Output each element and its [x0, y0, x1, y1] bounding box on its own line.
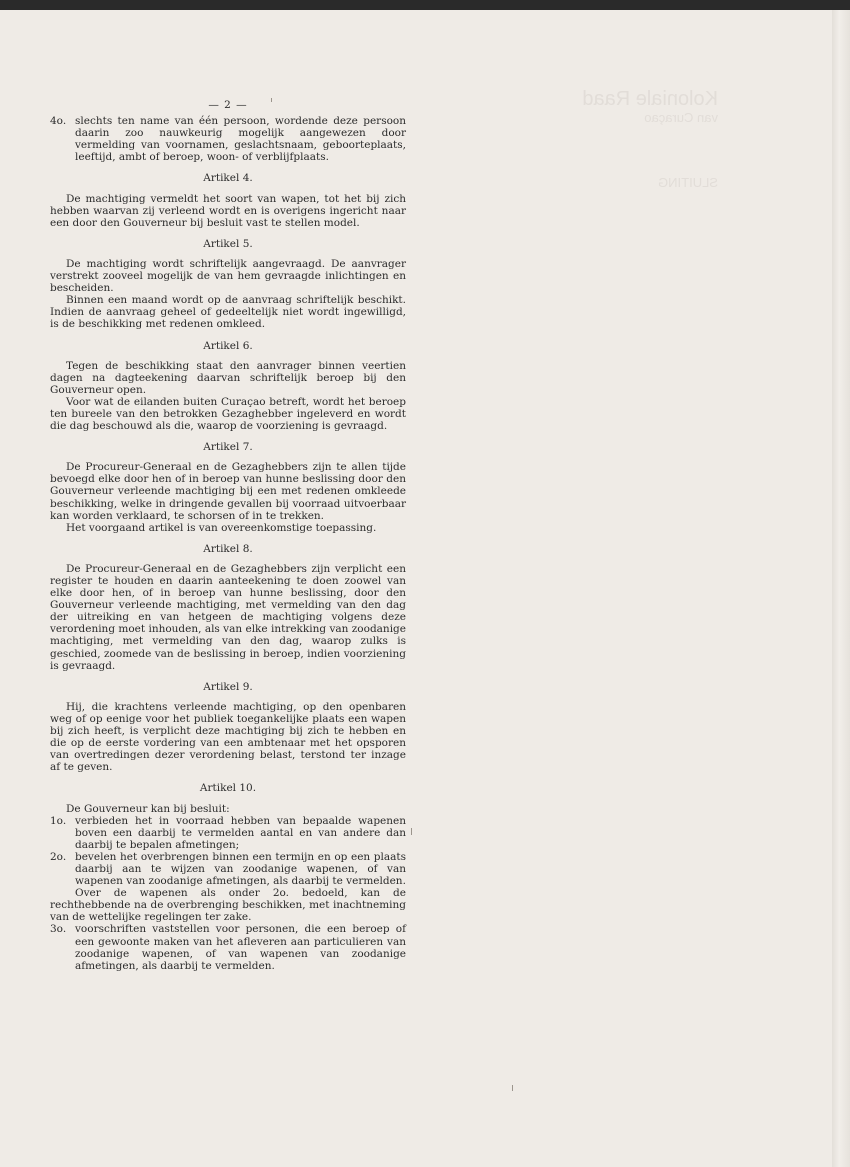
- show-through-text: [568, 88, 718, 190]
- article-4-heading: Artikel 4.: [203, 172, 253, 185]
- list-item-text: bevelen het overbrengen binnen een termijn en op een plaats daarbij aan te wijzen van zoodanige wapenen, of van wapenen van zoodanige afmetingen, als daarbij te vermelden.: [75, 850, 406, 888]
- ghost-line-1: Koloniale Raad: [582, 88, 718, 110]
- article-6-heading: Artikel 6.: [203, 339, 253, 352]
- list-marker: 2o.: [50, 850, 67, 863]
- article-9-paragraph: Hij, die krachtens verleende machtiging, op den openbaren weg of op eenige voor het publiek toegankelijke plaats een wapen bij zich heeft, is verplicht deze machtiging bij zich te hebben en die op de eerste vordering van een ambtenaar met het opsporen van overtredingen dezer verordening belast, terstond ter inzage af te geven.: [50, 700, 406, 774]
- document-page: [0, 10, 850, 1167]
- scratch-mark: [411, 828, 412, 835]
- article-8-heading: Artikel 8.: [203, 542, 253, 555]
- article-4-paragraph: De machtiging vermeldt het soort van wapen, tot het bij zich hebben waarvan zij verleend wordt en is overigens ingericht naar een door den Gouverneur bij besluit vast te stellen model.: [50, 192, 406, 229]
- page-fold-shadow: [832, 10, 850, 1167]
- list-item: [50, 923, 406, 971]
- ghost-line-2: van Curaçao: [644, 110, 718, 125]
- list-marker: 3o.: [50, 923, 67, 936]
- list-item-text: voorschriften vaststellen voor personen, die een beroep of een gewoonte maken van het afleveren aan particulieren van zoodanige wapenen, of van wapenen van zoodanige afmetingen, als daarbij te vermelden.: [75, 923, 406, 972]
- document-body: [50, 99, 406, 972]
- list-marker: 4o.: [50, 115, 67, 128]
- page-number: — 2 —: [208, 99, 248, 111]
- scratch-mark: [512, 1085, 513, 1091]
- article-10-intro: De Gouverneur kan bij besluit:: [66, 802, 230, 815]
- article-6-paragraph-1: Tegen de beschikking staat den aanvrager binnen veertien dagen na dagteekening daarvan schriftelijk beroep bij den Gouverneur open.: [50, 359, 406, 396]
- article-8-paragraph: De Procureur-Generaal en de Gezaghebbers zijn verplicht een register te houden en daarin aanteekening te doen zoowel van elke door hen, of in beroep van hunne beslissing, door den Gouverneur verleende machtiging, met vermelding van den dag der uitreiking en van hetgeen de machtiging volgens deze verordening moet inhouden, als van elke intrekking van zoodanige machtiging, met vermelding van den dag, waarop zulks is geschied, zoomede van de beslissing in beroep, indien voorziening is gevraagd.: [50, 562, 406, 672]
- article-10-heading: Artikel 10.: [199, 782, 257, 795]
- article-9-heading: Artikel 9.: [203, 680, 253, 693]
- list-item-text: verbieden het in voorraad hebben van bepaalde wapenen boven een daarbij te vermelden aantal en van andere dan daarbij te bepalen afmetingen;: [75, 814, 406, 851]
- list-item-text: slechts ten name van één persoon, wordende deze persoon daarin zoo nauwkeurig mogelijk aangewezen door vermelding van voornamen, geslachtsnaam, geboorteplaats, leeftijd, ambt of beroep, woon- of verblijfplaats.: [75, 115, 406, 164]
- list-marker: 1o.: [50, 814, 67, 827]
- article-5-paragraph-1: De machtiging wordt schriftelijk aangevraagd. De aanvrager verstrekt zooveel mogelijk de van hem gevraagde inlichtingen en bescheiden.: [50, 257, 406, 295]
- article-7-paragraph-1: De Procureur-Generaal en de Gezaghebbers zijn te allen tijde bevoegd elke door hen of in beroep van hunne beslissing door den Gouverneur verleende machtiging bij een met redenen omkleede beschikking, welke in dringende gevallen bij voorraad uitvoerbaar kan worden verklaard, te schorsen of in te trekken.: [50, 461, 406, 522]
- article-6-paragraph-2: Voor wat de eilanden buiten Curaçao betreft, wordt het beroep ten bureele van den betrokken Gezaghebber ingeleverd en wordt die dag beschouwd als die, waarop de voorziening is gevraagd.: [50, 395, 406, 433]
- article-10-sub-paragraph: Over de wapenen als onder 2o. bedoeld, kan de rechthebbende na de overbrenging beschikken, met inachtneming van de wettelijke regelingen ter zake.: [50, 887, 406, 924]
- ghost-line-3: SLUITING: [658, 175, 718, 190]
- article-5-heading: Artikel 5.: [203, 237, 253, 250]
- article-7-heading: Artikel 7.: [203, 441, 253, 454]
- list-item: [50, 115, 406, 163]
- article-5-paragraph-2: Binnen een maand wordt op de aanvraag schriftelijk beschikt. Indien de aanvraag geheel of gedeeltelijk niet wordt ingewilligd, is de beschikking met redenen omkleed.: [50, 294, 406, 331]
- list-item: [50, 815, 406, 851]
- list-item: [50, 851, 406, 887]
- article-7-paragraph-2: Het voorgaand artikel is van overeenkomstige toepassing.: [66, 521, 377, 534]
